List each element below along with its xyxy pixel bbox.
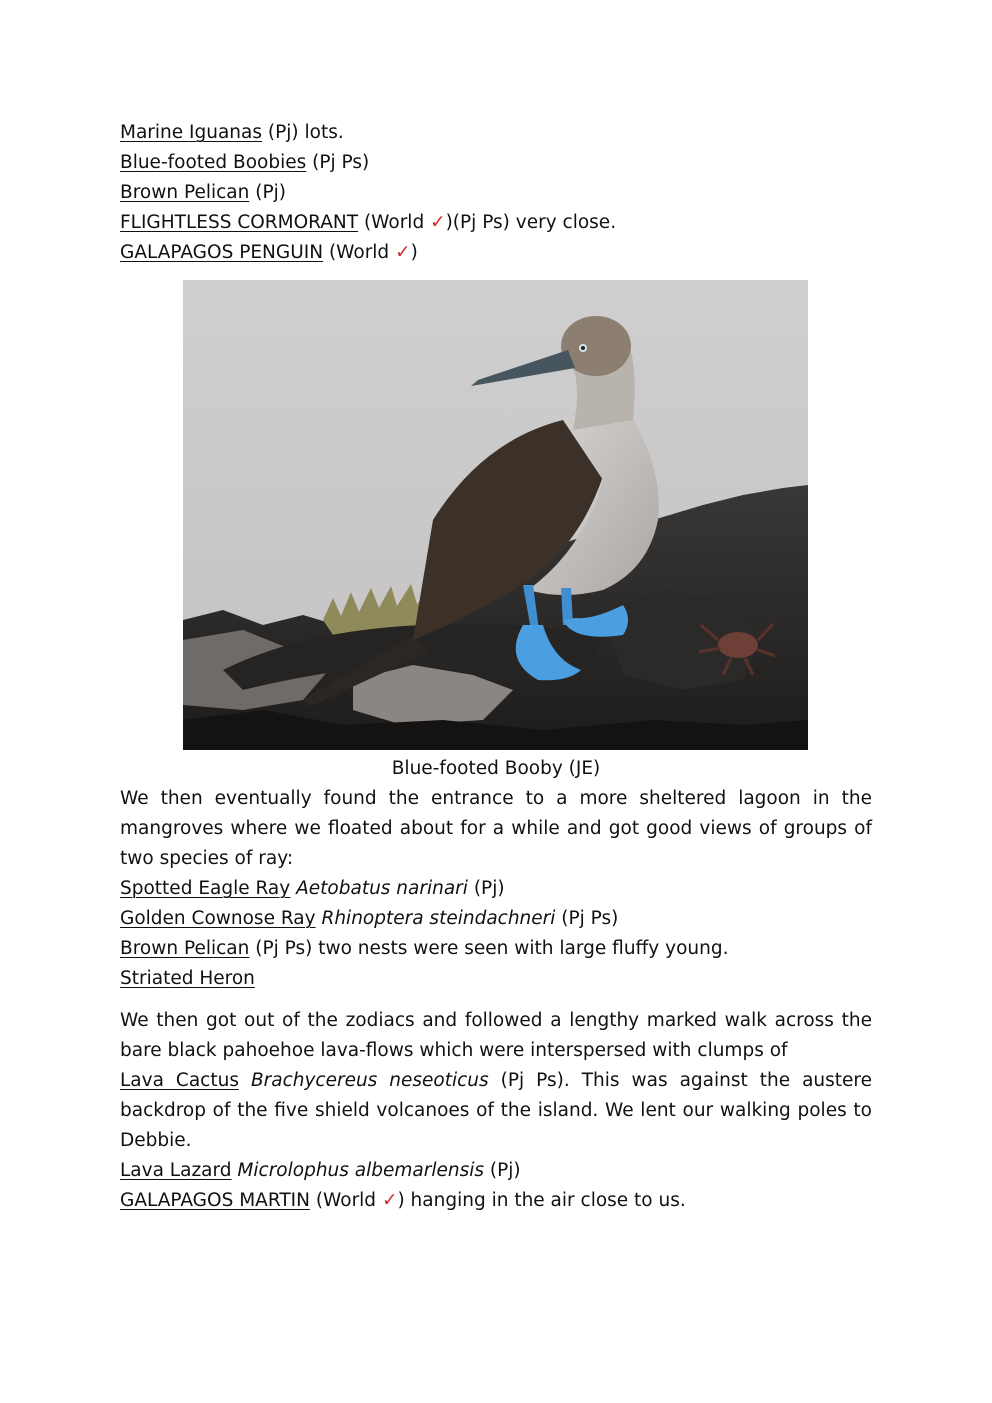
species-note: (Pj)	[467, 878, 505, 899]
blue-footed-booby-photo	[183, 280, 808, 750]
world-tag: (World	[323, 242, 396, 263]
species-name: Striated Heron	[120, 968, 255, 989]
list-item	[120, 208, 872, 238]
species-note: )	[410, 242, 418, 263]
species-name: Blue-footed Boobies	[120, 152, 307, 173]
list-item	[120, 178, 872, 208]
species-name: FLIGHTLESS CORMORANT	[120, 212, 359, 233]
species-note: (Pj Ps)	[555, 908, 619, 929]
species-note: (Pj)	[249, 182, 286, 203]
latin-name: Rhinoptera steindachneri	[321, 908, 556, 929]
species-list-3	[120, 1156, 872, 1216]
species-name: Brown Pelican	[120, 182, 250, 203]
species-list-1	[120, 118, 872, 268]
list-item	[120, 1186, 872, 1216]
latin-name: Microlophus albemarlensis	[237, 1160, 485, 1181]
species-note: (Pj Ps). This was against the austere backdrop of the five shield volcanoes of the island. We lent our walking poles to Debbie.	[120, 1070, 872, 1151]
species-name: Brown Pelican	[120, 938, 250, 959]
list-item	[120, 1156, 872, 1186]
checkmark-icon: ✓	[430, 212, 446, 233]
latin-name: Brachycereus neseoticus	[250, 1070, 489, 1091]
list-item	[120, 148, 872, 178]
list-item	[120, 874, 872, 904]
world-tag: (World	[358, 212, 431, 233]
document-page	[120, 118, 872, 1216]
paragraph-lava-cactus	[120, 1066, 872, 1156]
species-name: Spotted Eagle Ray	[120, 878, 291, 899]
latin-name: Aetobatus narinari	[296, 878, 468, 899]
species-note: (Pj Ps)	[306, 152, 370, 173]
species-note: (Pj) lots.	[262, 122, 344, 143]
list-item	[120, 964, 872, 994]
paragraph-rays: We then eventually found the entrance to a more sheltered lagoon in the mangroves where we floated about for a while and got good views of groups of two species of ray:	[120, 788, 872, 869]
list-item	[120, 238, 872, 268]
world-tag: (World	[309, 1190, 382, 1211]
species-note: (Pj)	[484, 1160, 521, 1181]
list-item	[120, 118, 872, 148]
paragraph-walk: We then got out of the zodiacs and followed a lengthy marked walk across the bare black pahoehoe lava-flows which were interspersed with clumps of	[120, 1010, 872, 1061]
species-name: Golden Cownose Ray	[120, 908, 316, 929]
species-note: (Pj Ps) two nests were seen with large fluffy young.	[249, 938, 729, 959]
checkmark-icon: ✓	[395, 242, 411, 263]
species-name: GALAPAGOS MARTIN	[120, 1190, 310, 1211]
species-name: Lava Cactus	[120, 1070, 239, 1091]
species-note: )(Pj Ps) very close.	[445, 212, 617, 233]
species-name: Marine Iguanas	[120, 122, 262, 143]
list-item	[120, 904, 872, 934]
species-name: Lava Lazard	[120, 1160, 232, 1181]
photo-caption: Blue-footed Booby (JE)	[391, 758, 601, 779]
checkmark-icon: ✓	[381, 1190, 398, 1211]
species-note: ) hanging in the air close to us.	[397, 1190, 686, 1211]
species-list-2	[120, 874, 872, 994]
list-item	[120, 934, 872, 964]
species-name: GALAPAGOS PENGUIN	[120, 242, 324, 263]
